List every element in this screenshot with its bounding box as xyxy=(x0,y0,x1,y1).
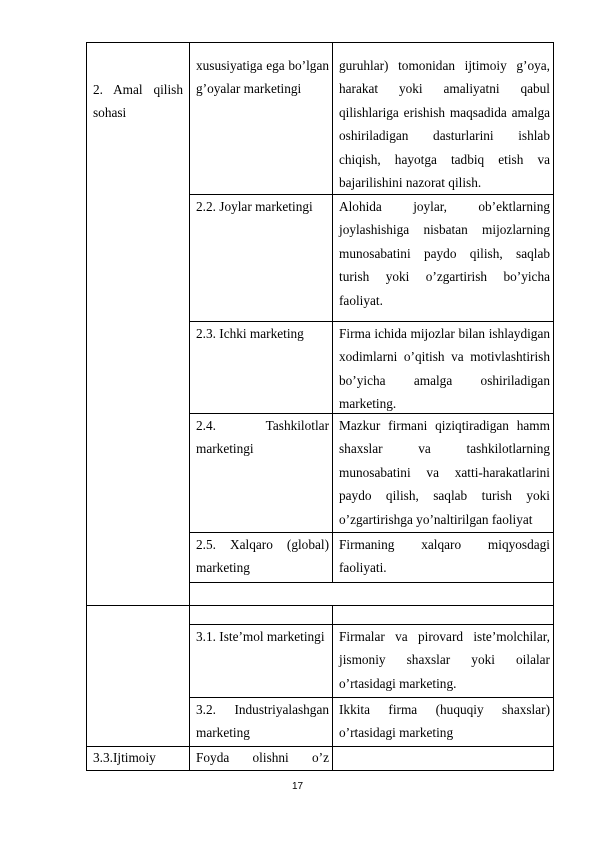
row-name-istemol-marketingi: 3.1. Iste’mol marketingi xyxy=(196,629,325,644)
row-description-joylar-marketingi: Alohida joylar, ob’ektlarning joylashishiga nisbatan mijozlarning munosabatini paydo qilish, saqlab turish yoki o’zgartirish bo’yicha faoliyat. xyxy=(339,199,550,308)
row-description-tashkilotlar-marketingi: Mazkur firmani qiziqtiradigan hamm shaxslar va tashkilotlarning munosabatini va xatti-harakatlarini paydo qilish, saqlab turish yoki o’zgartirishga yo’naltirilgan faoliyat xyxy=(339,418,550,527)
row-name-ichki-marketing: 2.3. Ichki marketing xyxy=(196,326,304,341)
row-name-foyda-olishni: Foyda olishni o’z xyxy=(196,750,329,765)
row-name-joylar-marketingi: 2.2. Joylar marketingi xyxy=(196,199,313,214)
row-description-industriyalashgan-marketing: Ikkita firma (huquqiy shaxslar) o’rtasidagi marketing xyxy=(339,702,550,741)
section-label-amal-qilish-sohasi: 2. Amal qilish sohasi xyxy=(93,82,183,121)
page-number: 17 xyxy=(291,781,304,792)
row-name-industriyalashgan-marketing: 3.2. Industriyalashgan marketing xyxy=(196,702,329,741)
row-description-ichki-marketing: Firma ichida mijozlar bilan ishlaydigan xodimlarni o’qitish va motivlashtirish bo’yicha amalga oshiriladigan marketing. xyxy=(339,326,550,412)
section-label-ijtimoiy: 3.3.Ijtimoiy xyxy=(93,750,156,765)
row-description-istemol-marketingi: Firmalar va pirovard iste’molchilar, jismoniy shaxslar yoki oilalar o’rtasidagi marketing. xyxy=(339,629,550,691)
row-name-goyalar-marketingi: xususiyatiga ega bo’lgan g’oyalar marketingi xyxy=(196,58,329,97)
row-name-xalqaro-marketing: 2.5. Xalqaro (global) marketing xyxy=(196,537,329,576)
row-description-xalqaro-marketing: Firmaning xalqaro miqyosdagi faoliyati. xyxy=(339,537,550,576)
row-description-goyalar-marketingi: guruhlar) tomonidan ijtimoiy g’oya, harakat yoki amaliyatni qabul qilishlariga erishish maqsadida amalga oshiriladigan dasturlarini ishlab chiqish, hayotga tadbiq etish va bajarilishini nazorat qilish. xyxy=(339,58,550,191)
row-name-tashkilotlar-marketingi: 2.4. Tashkilotlar marketingi xyxy=(196,418,329,457)
